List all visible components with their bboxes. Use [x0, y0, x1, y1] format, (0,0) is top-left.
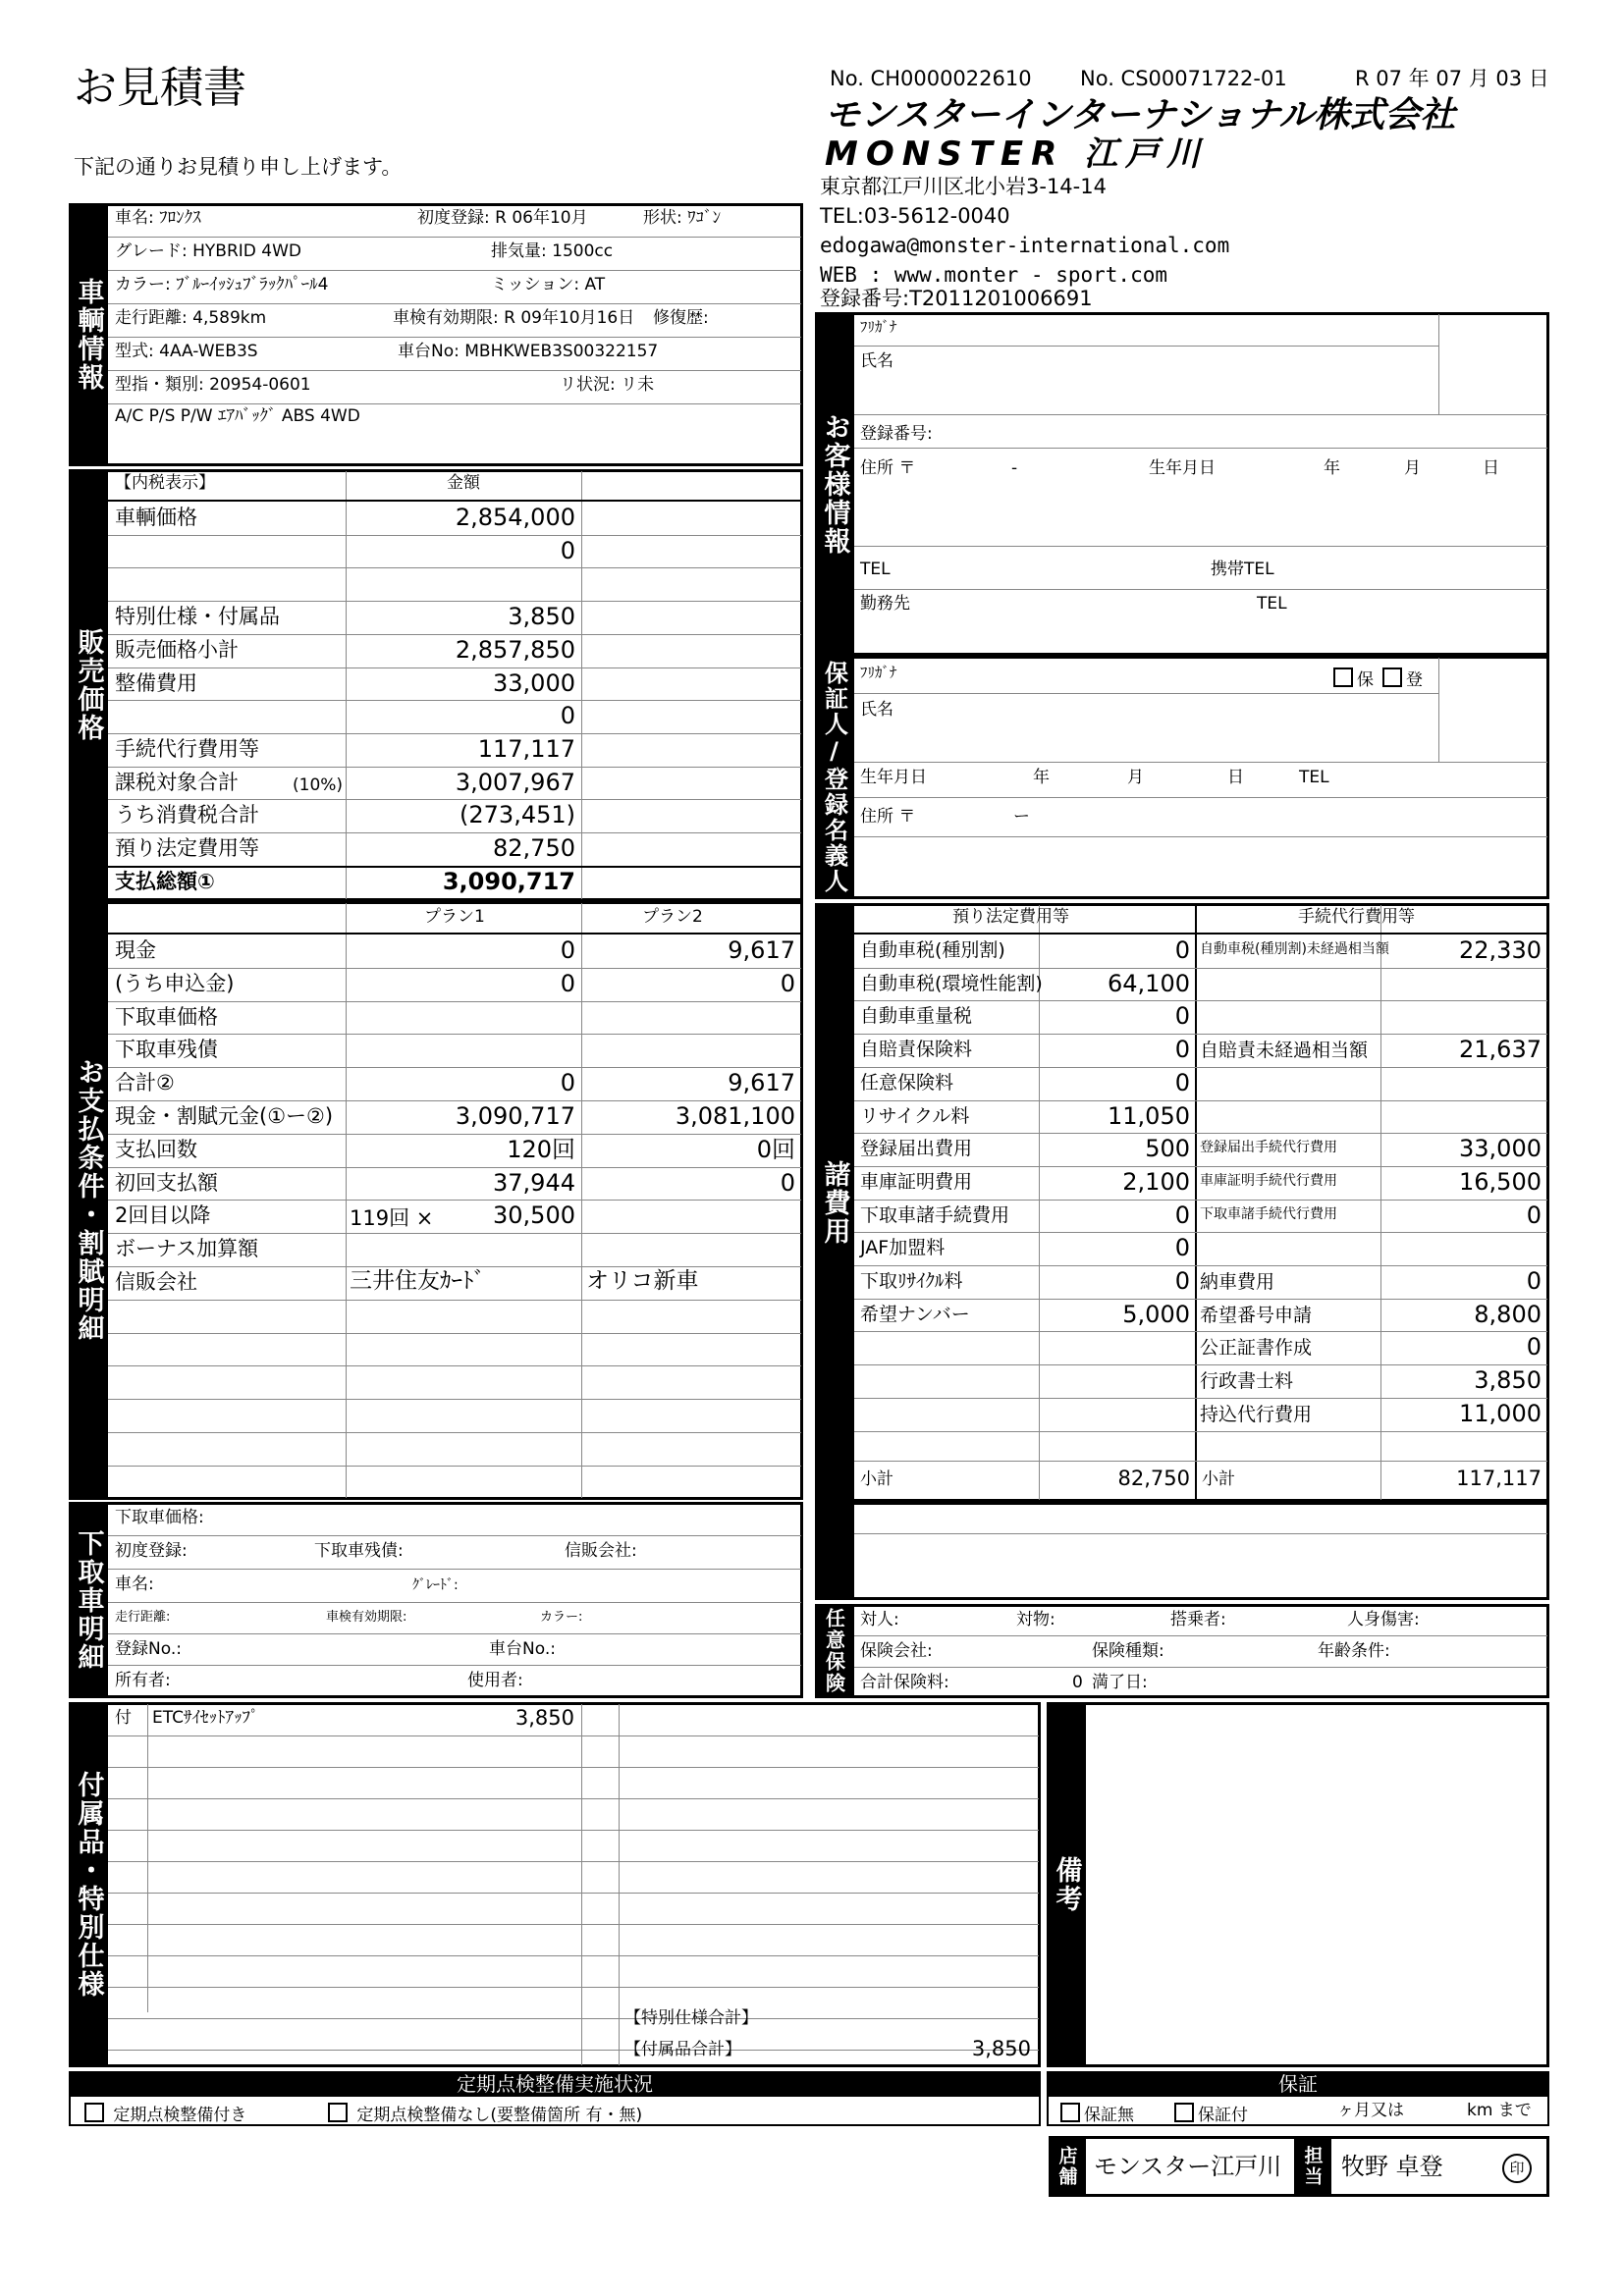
accessory-row-line — [108, 1987, 1039, 1988]
fees-row-line — [854, 1299, 1547, 1300]
guarantor-label: 保証人/登録名義人 — [815, 656, 854, 899]
tradein-reg-number: 登録No.: — [115, 1639, 182, 1659]
fees-left-label: 自動車税(種別割) — [860, 939, 1005, 961]
price-row-label: 手続代行費用等 — [115, 737, 259, 761]
price-row-line — [108, 733, 801, 734]
payment-row-label: 2回目以降 — [115, 1203, 211, 1227]
fees-left-value: 0 — [1174, 1002, 1190, 1030]
fees-right-label: 登録届出手続代行費用 — [1200, 1140, 1337, 1155]
payment-row-label: (うち申込金) — [115, 972, 235, 995]
tradein-chassis: 車台No.: — [489, 1639, 556, 1659]
payment-plan1-value: 37,944 — [493, 1169, 575, 1197]
payment-label: お支払条件・割賦明細 — [69, 901, 108, 1500]
payment-row-label: 現金・割賦元金(①ー②) — [115, 1104, 334, 1128]
payment-row-line — [108, 1200, 801, 1201]
guarantor-address-dash: ー — [1013, 807, 1030, 827]
accessories-total-value: 3,850 — [971, 2037, 1031, 2060]
inspection-title: 定期点検整備実施状況 — [69, 2071, 1041, 2097]
customer-work-tel: TEL — [1257, 594, 1287, 614]
price-tax-note: 【内税表示】 — [115, 473, 215, 493]
payment-row-label: 下取車価格 — [115, 1005, 218, 1029]
payment-plan1-value: 0 — [560, 970, 575, 997]
fees-right-value: 21,637 — [1459, 1036, 1542, 1063]
inspection-without-check[interactable]: 定期点検整備なし(要整備箇所 有・無) — [328, 2103, 642, 2124]
fees-row-line — [854, 1034, 1547, 1035]
fees-left-label: JAF加盟料 — [860, 1237, 946, 1258]
birthday-year: 年 — [1324, 458, 1340, 478]
customer-address: 住所 〒 — [860, 458, 916, 478]
warranty-none-check[interactable]: 保証無 — [1060, 2103, 1134, 2124]
remarks-label: 備考 — [1047, 1702, 1086, 2067]
fees-right-value: 16,500 — [1459, 1168, 1542, 1196]
warranty-title: 保証 — [1047, 2071, 1549, 2097]
price-row-line — [108, 634, 801, 635]
staff-label: 担当 — [1294, 2136, 1331, 2197]
tradein-user: 使用者: — [467, 1671, 523, 1690]
payment-row-label: 初回支払額 — [115, 1171, 218, 1195]
fees-right-label: 自動車税(種別割)未経過相当額 — [1200, 941, 1389, 957]
insurance-label: 任意保険 — [815, 1604, 854, 1698]
customer-label: お客様情報 — [815, 312, 854, 656]
customer-reg-number: 登録番号: — [860, 424, 933, 444]
customer-birthday: 生年月日 — [1149, 458, 1216, 478]
birthday-month: 月 — [1404, 458, 1421, 478]
payment-row-line — [108, 1001, 801, 1002]
price-row-line — [108, 832, 801, 833]
fees-left-label: 自賠責保険料 — [860, 1039, 973, 1060]
vehicle-chassis-number: 車台No: MBHKWEB3S00322157 — [398, 342, 659, 361]
payment-plan1-value: 3,090,717 — [455, 1102, 575, 1130]
fees-left-label: 登録届出費用 — [860, 1138, 973, 1159]
insurance-type: 保険種類: — [1092, 1641, 1164, 1661]
fees-right-label: 公正証書作成 — [1200, 1337, 1313, 1359]
vehicle-info-label: 車輌情報 — [69, 203, 108, 466]
accessory-row-line — [108, 1735, 1039, 1736]
guarantor-name-label: 氏名 — [860, 700, 893, 720]
price-row-value: 0 — [560, 537, 575, 564]
guarantor-check-guarantor[interactable]: 保 — [1333, 667, 1374, 689]
fees-left-label: 希望ナンバー — [860, 1304, 970, 1325]
price-row-label: 車輌価格 — [115, 506, 197, 529]
vehicle-transmission: ミッション: AT — [491, 275, 606, 294]
tradein-inspection: 車検有効期限: — [326, 1610, 407, 1625]
payment-plan1-value: 30,500 — [493, 1201, 575, 1229]
price-row-value: 82,750 — [493, 834, 575, 862]
tradein-price: 下取車価格: — [115, 1508, 204, 1527]
payment-row-label: 合計② — [115, 1071, 175, 1095]
tradein-grade: ｸﾞﾚｰﾄﾞ: — [412, 1577, 459, 1593]
insurance-total-value: 0 — [1072, 1673, 1083, 1692]
fees-row-line — [854, 1431, 1547, 1432]
fees-left-value: 0 — [1174, 1201, 1190, 1229]
payment-empty-line — [108, 1333, 801, 1334]
payment-empty-line — [108, 1432, 801, 1433]
vehicle-repair-history: 修復歴: — [653, 308, 709, 328]
guarantor-year: 年 — [1033, 768, 1050, 787]
price-row-value: 117,117 — [477, 735, 575, 763]
price-row-label: 課税対象合計 — [115, 771, 239, 794]
price-row-value: 3,090,717 — [442, 868, 575, 895]
price-row-line — [108, 700, 801, 701]
price-row-label: 特別仕様・付属品 — [115, 605, 280, 628]
tradein-mileage: 走行距離: — [115, 1610, 171, 1625]
fees-right-value: 0 — [1526, 1333, 1542, 1361]
vehicle-equipment: A/C P/S P/W ｴｱﾊﾞｯｸﾞ ABS 4WD — [115, 406, 360, 426]
fees-left-value: 0 — [1174, 1036, 1190, 1063]
fees-subtotal-right-label: 小計 — [1202, 1469, 1235, 1489]
price-row-value: (273,451) — [460, 801, 575, 828]
vehicle-recycle-status: リ状況: リ未 — [560, 375, 655, 395]
payment-row-label: ボーナス加算額 — [115, 1237, 259, 1260]
guarantor-furigana: ﾌﾘｶﾞﾅ — [860, 664, 897, 681]
tradein-label: 下取車明細 — [69, 1502, 108, 1698]
accessory-row-line — [108, 1924, 1039, 1925]
payment-empty-line — [108, 1466, 801, 1467]
store-label: 店舗 — [1049, 2136, 1086, 2197]
vehicle-mileage: 走行距離: 4,589km — [115, 308, 267, 328]
fees-row-line — [854, 1166, 1547, 1167]
fees-right-label: 持込代行費用 — [1200, 1404, 1313, 1425]
company-name: モンスターインターナショナル株式会社 — [825, 95, 1456, 135]
fees-right-label: 下取車諸手続代行費用 — [1200, 1206, 1337, 1222]
guarantor-day: 日 — [1227, 768, 1244, 787]
page-subtitle: 下記の通りお見積り申し上げます。 — [74, 155, 403, 179]
contract-number: No. CS00071722-01 — [1080, 67, 1287, 90]
fees-label: 諸費用 — [815, 903, 854, 1502]
price-row-line — [108, 799, 801, 800]
payment-empty-line — [108, 1399, 801, 1400]
fees-right-label: 行政書士料 — [1200, 1370, 1294, 1392]
warranty-with-check[interactable]: 保証付 — [1174, 2103, 1248, 2124]
guarantor-check-registrant[interactable]: 登 — [1382, 667, 1423, 689]
price-row-label: うち消費税合計 — [115, 803, 259, 827]
fees-left-label: 任意保険料 — [860, 1072, 954, 1094]
accessory-row-line — [108, 1893, 1039, 1894]
payment-plan1-value: 120回 — [507, 1136, 575, 1163]
tradein-section — [69, 1502, 803, 1698]
fees-right-value: 33,000 — [1459, 1135, 1542, 1162]
fees-left-value: 2,100 — [1122, 1168, 1190, 1196]
accessory-prefix: 付 — [115, 1708, 132, 1728]
fees-row-line — [854, 1265, 1547, 1266]
price-row-value: 2,857,850 — [455, 636, 575, 664]
accessories-total-label: 【付属品合計】 — [624, 2040, 741, 2059]
insurance-injury: 人身傷害: — [1347, 1610, 1420, 1629]
fees-row-line — [854, 1067, 1547, 1068]
tradein-owner: 所有者: — [115, 1671, 171, 1690]
fees-right-value: 0 — [1526, 1267, 1542, 1295]
company-address: 東京都江戸川区北小岩3-14-14 — [820, 175, 1107, 198]
estimate-number: No. CH0000022610 — [830, 67, 1032, 90]
insurance-total: 合計保険料: — [860, 1673, 949, 1692]
customer-tel: TEL — [860, 560, 891, 579]
vehicle-first-registration: 初度登録: R 06年10月 — [417, 208, 588, 228]
price-row-label: 支払総額① — [115, 870, 215, 893]
price-row-line — [108, 567, 801, 568]
price-row-value: 3,007,967 — [455, 769, 575, 796]
price-row-value: 3,850 — [508, 603, 575, 630]
accessories-section — [69, 1702, 1041, 2067]
accessory-row-line — [108, 1830, 1039, 1831]
fees-left-value: 5,000 — [1122, 1301, 1190, 1328]
customer-name-label: 氏名 — [860, 351, 893, 371]
payment-empty-line — [108, 1365, 801, 1366]
payment-plan2-value: 0 — [780, 970, 795, 997]
page-title: お見積書 — [74, 63, 246, 113]
warranty-months: ヶ月又は — [1337, 2101, 1404, 2120]
installment-times: 119回 × — [350, 1206, 434, 1230]
birthday-day: 日 — [1483, 458, 1499, 478]
fees-right-label: 車庫証明手続代行費用 — [1200, 1173, 1337, 1189]
plan1-header: プラン1 — [424, 907, 485, 927]
remarks-section — [1047, 1702, 1549, 2067]
payment-plan1-value: 0 — [560, 936, 575, 964]
fees-right-value: 3,850 — [1474, 1366, 1542, 1394]
fees-right-value: 0 — [1526, 1201, 1542, 1229]
guarantor-birthday: 生年月日 — [860, 768, 927, 787]
fees-row-line — [854, 968, 1547, 969]
fees-left-value: 500 — [1145, 1135, 1190, 1162]
payment-row-line — [108, 1034, 801, 1035]
fees-right-label: 納車費用 — [1200, 1271, 1275, 1293]
fees-right-value: 11,000 — [1459, 1400, 1542, 1427]
fees-left-value: 0 — [1174, 1234, 1190, 1261]
vehicle-inspection-expiry: 車検有効期限: R 09年10月16日 — [393, 308, 635, 328]
fees-left-label: 下取車諸手続費用 — [860, 1204, 1010, 1226]
fees-row-line — [854, 1364, 1547, 1365]
price-row-label: 整備費用 — [115, 671, 197, 695]
payment-row-line — [108, 1233, 801, 1234]
tradein-first-registration: 初度登録: — [115, 1541, 188, 1561]
payment-plan2-value: 0回 — [756, 1136, 795, 1163]
company-web: WEB : www.monter - sport.com — [820, 263, 1168, 287]
accessory-row-line — [108, 1767, 1039, 1768]
accessory-row-line — [108, 1798, 1039, 1799]
payment-plan2-value: 9,617 — [728, 936, 795, 964]
fees-left-value: 0 — [1174, 936, 1190, 964]
payment-row-line — [108, 1067, 801, 1068]
vehicle-model: 型式: 4AA-WEB3S — [115, 342, 258, 361]
company-tel: TEL:03-5612-0040 — [820, 204, 1010, 228]
company-store-name: MONSTER 江戸川 — [825, 134, 1209, 174]
fees-row-line — [854, 1232, 1547, 1233]
fees-right-value: 22,330 — [1459, 936, 1542, 964]
fees-row-line — [854, 1200, 1547, 1201]
payment-row-line — [108, 1266, 801, 1267]
fees-right-value: 8,800 — [1474, 1301, 1542, 1328]
payment-row-line — [108, 1134, 801, 1135]
special-spec-total: 【特別仕様合計】 — [624, 2008, 758, 2028]
fees-left-header: 預り法定費用等 — [952, 907, 1069, 927]
fees-left-value: 0 — [1174, 1069, 1190, 1096]
insurance-company: 保険会社: — [860, 1641, 933, 1661]
inspection-with-check[interactable]: 定期点検整備付き — [84, 2103, 246, 2124]
accessory-row-line — [108, 1861, 1039, 1862]
accessories-label: 付属品・特別仕様 — [69, 1702, 108, 2067]
accessory-item-value: 3,850 — [514, 1706, 574, 1730]
fees-left-value: 64,100 — [1108, 970, 1190, 997]
insurance-expiry: 満了日: — [1092, 1673, 1148, 1692]
payment-plan2-value: 9,617 — [728, 1069, 795, 1096]
vehicle-shape: 形状: ﾜｺﾞﾝ — [643, 208, 722, 228]
payment-row-label: 現金 — [115, 938, 156, 962]
tradein-car-name: 車名: — [115, 1575, 154, 1594]
company-registration: 登録番号:T2011201006691 — [820, 287, 1093, 310]
plan2-header: プラン2 — [642, 907, 703, 927]
payment-row-line — [108, 1100, 801, 1101]
payment-row-label: 信販会社 — [115, 1270, 197, 1294]
guarantor-address: 住所 〒 — [860, 807, 916, 827]
vehicle-grade: グレード: HYBRID 4WD — [115, 241, 301, 261]
fees-right-label: 自賠責未経過相当額 — [1200, 1040, 1369, 1061]
warranty-km: km まで — [1467, 2101, 1532, 2120]
customer-address-dash: - — [1011, 458, 1018, 478]
fees-left-label: 自動車税(環境性能割) — [860, 973, 1043, 994]
price-row-line — [108, 601, 801, 602]
accessory-row-line — [108, 2018, 1039, 2019]
payment-row-line — [108, 968, 801, 969]
payment-plan2-value: 3,081,100 — [675, 1102, 795, 1130]
price-row-value: 33,000 — [493, 669, 575, 697]
tax-rate: (10%) — [293, 775, 344, 795]
price-row-line — [108, 767, 801, 768]
payment-row-line — [108, 1300, 801, 1301]
fees-subtotal-right: 117,117 — [1456, 1467, 1542, 1490]
payment-plan2-value: オリコ新車 — [586, 1268, 699, 1294]
staff-name: 牧野 卓登 — [1341, 2153, 1443, 2180]
customer-mobile: 携帯TEL — [1211, 560, 1274, 579]
fees-row-line — [854, 1398, 1547, 1399]
fees-left-label: リサイクル料 — [860, 1105, 970, 1127]
fees-row-line — [854, 1331, 1547, 1332]
accessory-row-line — [108, 1955, 1039, 1956]
accessory-item-name: ETCｻｲｾｯﾄｱｯﾌﾟ — [152, 1708, 259, 1728]
blank-section — [815, 1502, 1549, 1600]
insurance-passenger: 搭乗者: — [1170, 1610, 1226, 1629]
price-row-value: 0 — [560, 702, 575, 729]
price-row-label: 販売価格小計 — [115, 638, 239, 662]
tradein-credit-company: 信販会社: — [565, 1541, 637, 1561]
fees-right-label: 希望番号申請 — [1200, 1305, 1313, 1326]
fees-row-line — [854, 1133, 1547, 1134]
customer-furigana: ﾌﾘｶﾞﾅ — [860, 318, 897, 336]
fees-row-line — [854, 1100, 1547, 1101]
insurance-age: 年齢条件: — [1318, 1641, 1390, 1661]
price-amount-header: 金額 — [447, 473, 480, 493]
insurance-property: 対物: — [1016, 1610, 1055, 1629]
payment-row-label: 支払回数 — [115, 1138, 197, 1161]
store-name: モンスター江戸川 — [1094, 2153, 1282, 2180]
price-row-value: 2,854,000 — [455, 504, 575, 531]
fees-row-line — [854, 1000, 1547, 1001]
payment-row-label: 下取車残債 — [115, 1038, 218, 1061]
price-label: 販売価格 — [69, 469, 108, 901]
price-row-line — [108, 667, 801, 668]
tradein-debt: 下取車残債: — [314, 1541, 404, 1561]
company-email: edogawa@monster-international.com — [820, 234, 1230, 257]
vehicle-name: 車名: ﾌﾛﾝｸｽ — [115, 208, 201, 228]
insurance-bodily: 対人: — [860, 1610, 899, 1629]
fees-right-header: 手続代行費用等 — [1298, 907, 1415, 927]
fees-left-label: 自動車重量税 — [860, 1005, 973, 1027]
fees-left-label: 車庫証明費用 — [860, 1171, 973, 1193]
payment-plan2-value: 0 — [780, 1169, 795, 1197]
payment-plan1-value: 0 — [560, 1069, 575, 1096]
price-row-line — [108, 535, 801, 536]
guarantor-month: 月 — [1127, 768, 1144, 787]
payment-row-line — [108, 1167, 801, 1168]
tradein-color: カラー: — [540, 1610, 583, 1625]
estimate-date: R 07 年 07 月 03 日 — [1355, 67, 1549, 90]
payment-plan1-value: 三井住友ｶｰﾄﾞ — [350, 1268, 485, 1294]
guarantor-tel: TEL — [1299, 768, 1329, 787]
seal-mark: 印 — [1502, 2154, 1532, 2183]
fees-left-label: 下取ﾘｻｲｸﾙ料 — [860, 1270, 963, 1292]
vehicle-displacement: 排気量: 1500cc — [491, 241, 614, 261]
fees-left-value: 0 — [1174, 1267, 1190, 1295]
fees-subtotal-left-label: 小計 — [860, 1469, 893, 1489]
fees-left-value: 11,050 — [1108, 1102, 1190, 1130]
customer-workplace: 勤務先 — [860, 594, 910, 614]
price-row-label: 預り法定費用等 — [115, 836, 259, 860]
fees-subtotal-left: 82,750 — [1117, 1467, 1190, 1490]
vehicle-color: カラー: ﾌﾞﾙｰｲｯｼｭﾌﾞﾗｯｸﾊﾟｰﾙ4 — [115, 275, 329, 294]
vehicle-type-number: 型指・類別: 20954-0601 — [115, 375, 311, 395]
